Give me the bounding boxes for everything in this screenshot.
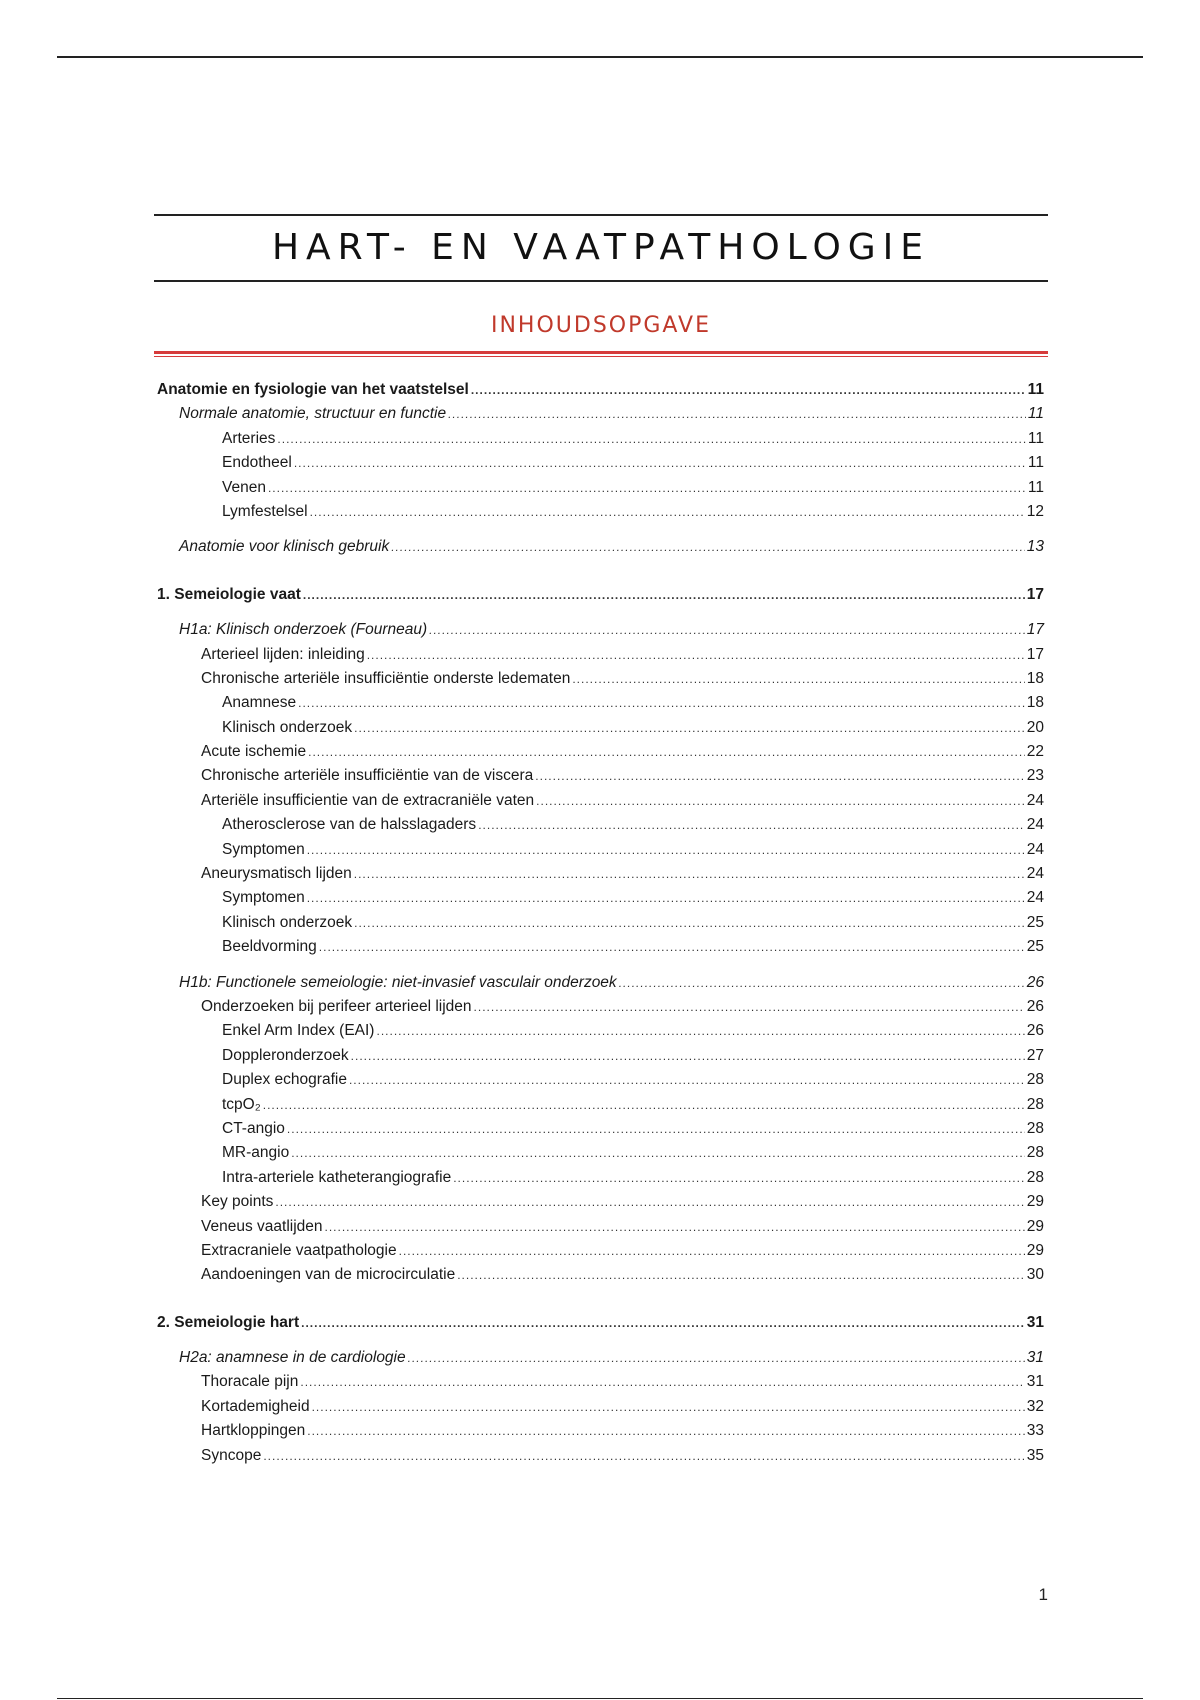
toc-entry[interactable] [154,452,1048,476]
toc-dot-leader [263,1445,1024,1467]
toc-entry-page: 25 [1026,938,1044,956]
toc-entry-label: Syncope [201,1446,262,1464]
toc-entry[interactable] [154,839,1048,863]
toc-entry-page: 31 [1026,1313,1044,1331]
toc-entry[interactable] [154,644,1048,668]
toc-dot-leader [307,839,1025,861]
toc-dot-leader [448,403,1026,425]
toc-dot-leader [354,863,1025,885]
toc-entry[interactable] [154,692,1048,716]
toc-entry-label: Intra-arteriele katheterangiografie [222,1168,452,1186]
toc-entry[interactable] [154,863,1048,887]
toc-entry-page: 24 [1026,816,1044,834]
toc-entry[interactable] [154,996,1048,1020]
toc-dot-leader [308,741,1025,763]
toc-entry-page: 18 [1026,694,1044,712]
toc-entry-page: 30 [1026,1266,1044,1284]
toc-entry[interactable] [154,428,1048,452]
toc-dot-leader [572,668,1024,690]
toc-entry-page: 29 [1026,1241,1044,1259]
toc-entry[interactable] [154,1191,1048,1215]
toc-entry-label: Duplex echografie [222,1071,347,1089]
toc-entry-page: 20 [1026,718,1044,736]
toc-entry-label: MR-angio [222,1144,290,1162]
toc-dot-leader [471,379,1026,401]
toc-dot-leader [277,428,1026,450]
toc-entry-page: 11 [1027,381,1044,398]
toc-dot-leader [367,644,1025,666]
toc-entry-label: H2a: anamnese in de cardiologie [179,1349,406,1367]
toc-entry-label: Lymfestelsel [222,502,308,520]
toc-entry-label: Hartkloppingen [201,1422,306,1440]
toc-entry-label: Anatomie en fysiologie van het vaatstelsel [157,381,469,398]
toc-entry-label: Klinisch onderzoek [222,718,353,736]
toc-entry[interactable] [154,790,1048,814]
header-rule [57,56,1143,58]
toc-entry-label: H1a: Klinisch onderzoek (Fourneau) [179,621,428,639]
toc-dot-leader [535,765,1024,787]
toc-dot-leader [312,1396,1025,1418]
toc-entry-page: 24 [1026,889,1044,907]
toc-entry-page: 24 [1026,865,1044,883]
toc-entry[interactable] [154,584,1048,608]
toc-entry[interactable] [154,887,1048,911]
toc-dot-leader [307,1420,1024,1442]
toc-entry-page: 28 [1026,1144,1044,1162]
toc-entry[interactable] [154,1240,1048,1264]
toc-entry-page: 35 [1026,1446,1044,1464]
toc-entry[interactable] [154,668,1048,692]
toc-entry-label: Extracraniele vaatpathologie [201,1241,397,1259]
toc-dot-leader [287,1118,1025,1140]
toc-dot-leader [291,1142,1025,1164]
toc-entry[interactable] [154,1216,1048,1240]
toc-heading: INHOUDSOPGAVE [490,313,712,338]
toc-entry[interactable] [154,741,1048,765]
toc-entry-page: 12 [1026,502,1044,520]
toc-entry-label: Aneurysmatisch lijden [201,865,352,883]
toc-entry-label: 2. Semeiologie hart [157,1313,300,1331]
toc-entry-page: 33 [1026,1422,1044,1440]
toc-entry-page: 11 [1027,478,1044,496]
toc-entry-label: Thoracale pijn [201,1373,299,1391]
toc-dot-leader [354,717,1025,739]
toc-entry[interactable] [154,814,1048,838]
toc-entry-page: 22 [1026,743,1044,761]
table-of-contents [154,379,1048,1469]
toc-entry-page: 17 [1026,585,1044,603]
toc-entry-label: 1. Semeiologie vaat [157,585,301,603]
toc-dot-leader [474,996,1025,1018]
toc-entry-page: 23 [1026,767,1044,785]
toc-entry-label: Anatomie voor klinisch gebruik [179,538,390,556]
toc-dot-leader [429,619,1025,641]
page-content [154,214,1048,1469]
toc-entry-page: 17 [1026,621,1044,639]
toc-dot-leader [391,536,1025,558]
toc-dot-leader [478,814,1025,836]
toc-entry-label: Arteriële insufficientie van de extracraniële vaten [201,791,535,809]
toc-entry-page: 24 [1026,840,1044,858]
toc-dot-leader [376,1020,1024,1042]
toc-entry-page: 32 [1026,1397,1044,1415]
toc-entry-page: 28 [1026,1071,1044,1089]
toc-entry[interactable] [154,403,1048,427]
toc-entry[interactable] [154,619,1048,643]
toc-entry-page: 31 [1026,1373,1044,1391]
toc-entry-label: Key points [201,1193,274,1211]
toc-dot-leader [268,477,1026,499]
toc-entry[interactable] [154,972,1048,996]
toc-entry-page: 28 [1026,1095,1044,1113]
toc-entry-label: Doppleronderzoek [222,1046,349,1064]
toc-dot-leader [354,912,1025,934]
toc-entry-label: CT-angio [222,1119,285,1137]
toc-entry-label: Chronische arteriële insufficiëntie onderste ledematen [201,669,571,687]
toc-entry[interactable] [154,936,1048,960]
toc-dot-leader [294,452,1026,474]
toc-entry[interactable] [154,536,1048,560]
toc-entry[interactable] [154,1445,1048,1469]
toc-entry-label: Atherosclerose van de halsslagaders [222,816,477,834]
toc-dot-leader [303,584,1025,606]
toc-entry-label: Chronische arteriële insufficiëntie van de viscera [201,767,534,785]
toc-dot-leader [408,1347,1025,1369]
title-box [154,214,1048,282]
toc-entry-label: tcpO₂ [222,1095,261,1113]
toc-entry[interactable] [154,1069,1048,1093]
toc-entry[interactable] [154,477,1048,501]
toc-entry-label: Aandoeningen van de microcirculatie [201,1266,456,1284]
toc-entry-label: H1b: Functionele semeiologie: niet-invasief vasculair onderzoek [179,973,617,991]
toc-entry-page: 24 [1026,791,1044,809]
toc-entry[interactable] [154,1371,1048,1395]
toc-entry-label: Symptomen [222,889,305,907]
toc-entry[interactable] [154,717,1048,741]
toc-entry-label: Arterieel lijden: inleiding [201,645,365,663]
toc-entry[interactable] [154,1264,1048,1288]
toc-entry-page: 25 [1026,913,1044,931]
toc-entry-page: 29 [1026,1193,1044,1211]
toc-dot-leader [619,972,1025,994]
toc-entry-page: 11 [1027,405,1044,423]
toc-entry-label: Onderzoeken bij perifeer arterieel lijden [201,997,472,1015]
toc-entry[interactable] [154,1396,1048,1420]
toc-dot-leader [536,790,1025,812]
toc-entry-label: Endotheel [222,454,292,472]
toc-dot-leader [263,1094,1025,1116]
toc-entry[interactable] [154,1020,1048,1044]
toc-dot-leader [275,1191,1024,1213]
toc-entry[interactable] [154,1045,1048,1069]
toc-entry-page: 28 [1026,1168,1044,1186]
toc-dot-leader [453,1167,1025,1189]
toc-entry-page: 29 [1026,1217,1044,1235]
toc-entry-label: Normale anatomie, structuur en functie [179,405,447,423]
toc-entry[interactable] [154,1094,1048,1118]
toc-dot-leader [349,1069,1025,1091]
toc-entry-page: 11 [1027,429,1044,447]
toc-entry-label: Enkel Arm Index (EAI) [222,1022,375,1040]
toc-entry-page: 27 [1026,1046,1044,1064]
toc-dot-leader [457,1264,1025,1286]
toc-entry-label: Klinisch onderzoek [222,913,353,931]
toc-entry[interactable] [154,1312,1048,1336]
toc-entry-page: 31 [1026,1349,1044,1367]
page-number: 1 [1038,1585,1048,1604]
toc-entry-label: Symptomen [222,840,305,858]
toc-entry[interactable] [154,765,1048,789]
toc-entry-page: 18 [1026,669,1044,687]
toc-entry[interactable] [154,1347,1048,1371]
toc-dot-leader [325,1216,1025,1238]
toc-entry-label: Kortademigheid [201,1397,310,1415]
toc-entry-label: Arteries [222,429,276,447]
toc-dot-leader [307,887,1025,909]
document-title: HART- EN VAATPATHOLOGIE [271,227,931,268]
toc-dot-leader [298,692,1025,714]
toc-entry-page: 11 [1027,454,1044,472]
toc-heading-rule [154,351,1048,357]
toc-entry-label: Acute ischemie [201,743,307,761]
toc-entry-label: Venen [222,478,266,496]
toc-entry-page: 26 [1026,973,1044,991]
toc-entry-page: 26 [1026,1022,1044,1040]
toc-entry[interactable] [154,1167,1048,1191]
toc-entry[interactable] [154,912,1048,936]
toc-dot-leader [351,1045,1025,1067]
toc-entry[interactable] [154,501,1048,525]
toc-dot-leader [319,936,1025,958]
toc-dot-leader [399,1240,1025,1262]
toc-entry-page: 17 [1026,645,1044,663]
toc-entry-label: Beeldvorming [222,938,317,956]
toc-entry[interactable] [154,1118,1048,1142]
toc-entry-label: Anamnese [222,694,297,712]
toc-entry[interactable] [154,1420,1048,1444]
toc-entry[interactable] [154,1142,1048,1166]
toc-dot-leader [300,1371,1024,1393]
toc-entry[interactable] [154,379,1048,403]
toc-entry-label: Veneus vaatlijden [201,1217,323,1235]
toc-entry-page: 28 [1026,1119,1044,1137]
toc-dot-leader [310,501,1025,523]
toc-entry-page: 26 [1026,997,1044,1015]
toc-dot-leader [301,1312,1025,1334]
toc-entry-page: 13 [1026,538,1044,556]
footer-rule [57,1698,1143,1699]
